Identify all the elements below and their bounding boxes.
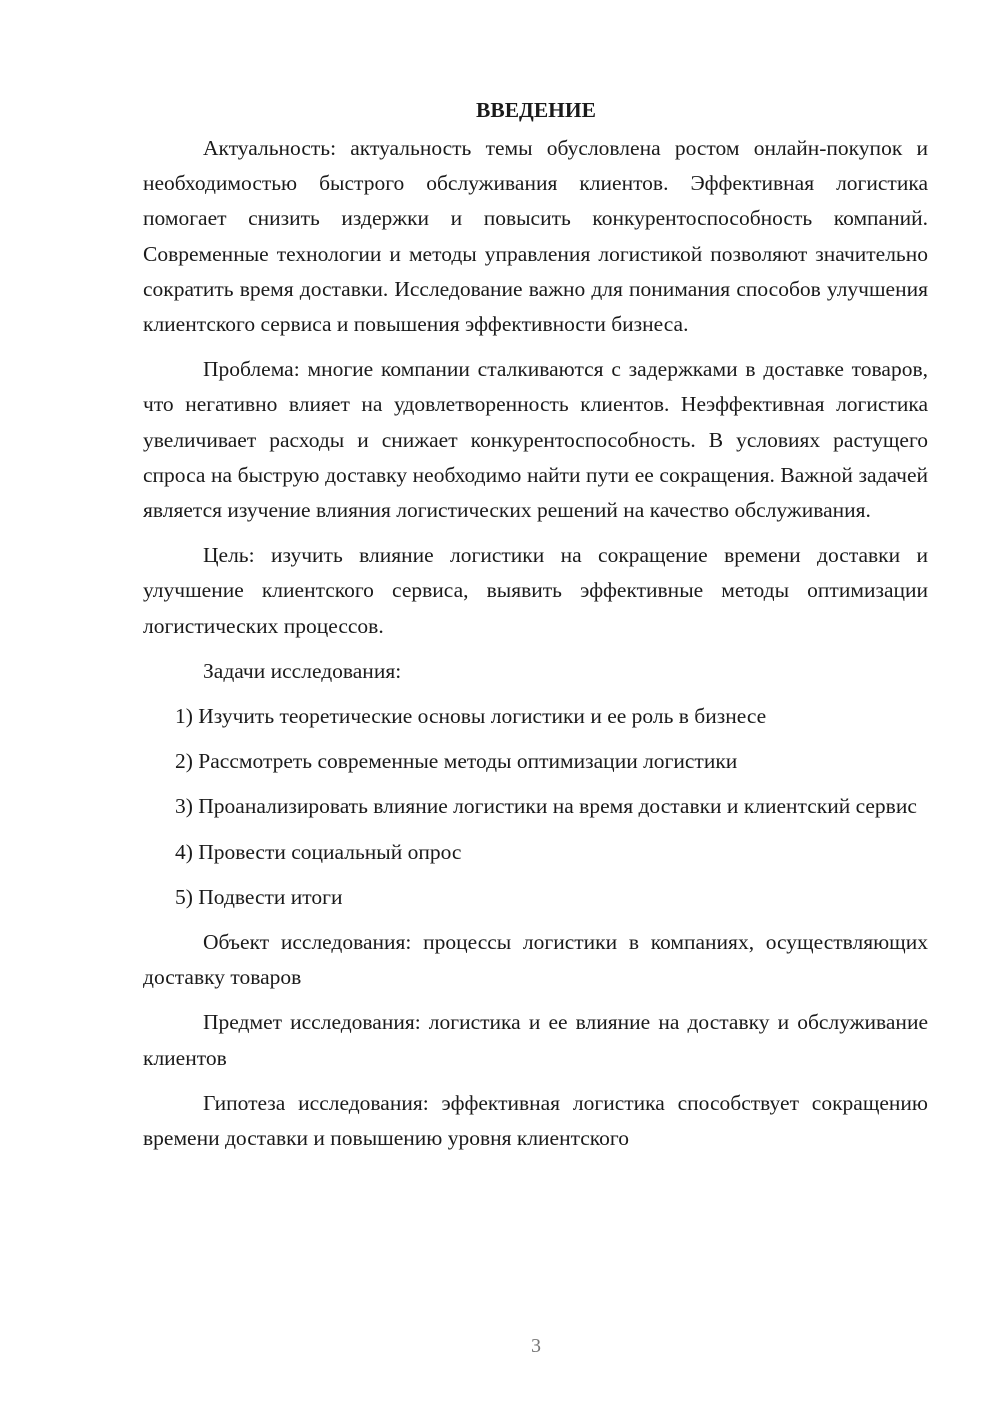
- task-item: 4) Провести социальный опрос: [175, 839, 462, 864]
- page-content: [143, 94, 928, 1156]
- task-item: 5) Подвести итоги: [175, 884, 343, 909]
- task-item: 1) Изучить теоретические основы логистики и ее роль в бизнесе: [175, 704, 767, 729]
- object-paragraph: Объект исследования: процессы логистики в компаниях, осуществляющих доставку товаров: [143, 930, 928, 990]
- page-number: 3: [531, 1335, 541, 1357]
- tasks-title: Задачи исследования:: [203, 658, 402, 683]
- task-item: 2) Рассмотреть современные методы оптимизации логистики: [175, 749, 738, 774]
- relevance-paragraph: Актуальность: актуальность темы обусловлена ростом онлайн-покупок и необходимостью быстрого обслуживания клиентов. Эффективная логистика помогает снизить издержки и повысить конкурентоспособность компаний. Современные технологии и методы управления логистикой позволяют значительно сократить время доставки. Исследование важно для понимания способов улучшения клиентского сервиса и повышения эффективности бизнеса.: [143, 136, 928, 337]
- subject-paragraph: Предмет исследования: логистика и ее влияние на доставку и обслуживание клиентов: [143, 1010, 928, 1070]
- page-title: ВВЕДЕНИЕ: [476, 98, 596, 122]
- goal-paragraph: Цель: изучить влияние логистики на сокращение времени доставки и улучшение клиентского сервиса, выявить эффективные методы оптимизации логистических процессов.: [143, 543, 928, 638]
- problem-paragraph: Проблема: многие компании сталкиваются с задержками в доставке товаров, что негативно влияет на удовлетворенность клиентов. Неэффективная логистика увеличивает расходы и снижает конкурентоспособность. В условиях растущего спроса на быструю доставку необходимо найти пути ее сокращения. Важной задачей является изучение влияния логистических решений на качество обслуживания.: [143, 357, 928, 523]
- task-list: [143, 699, 928, 915]
- task-item: 3) Проанализировать влияние логистики на время доставки и клиентский сервис: [175, 794, 917, 819]
- hypothesis-paragraph: Гипотеза исследования: эффективная логистика способствует сокращению времени доставки и повышению уровня клиентского: [143, 1090, 928, 1151]
